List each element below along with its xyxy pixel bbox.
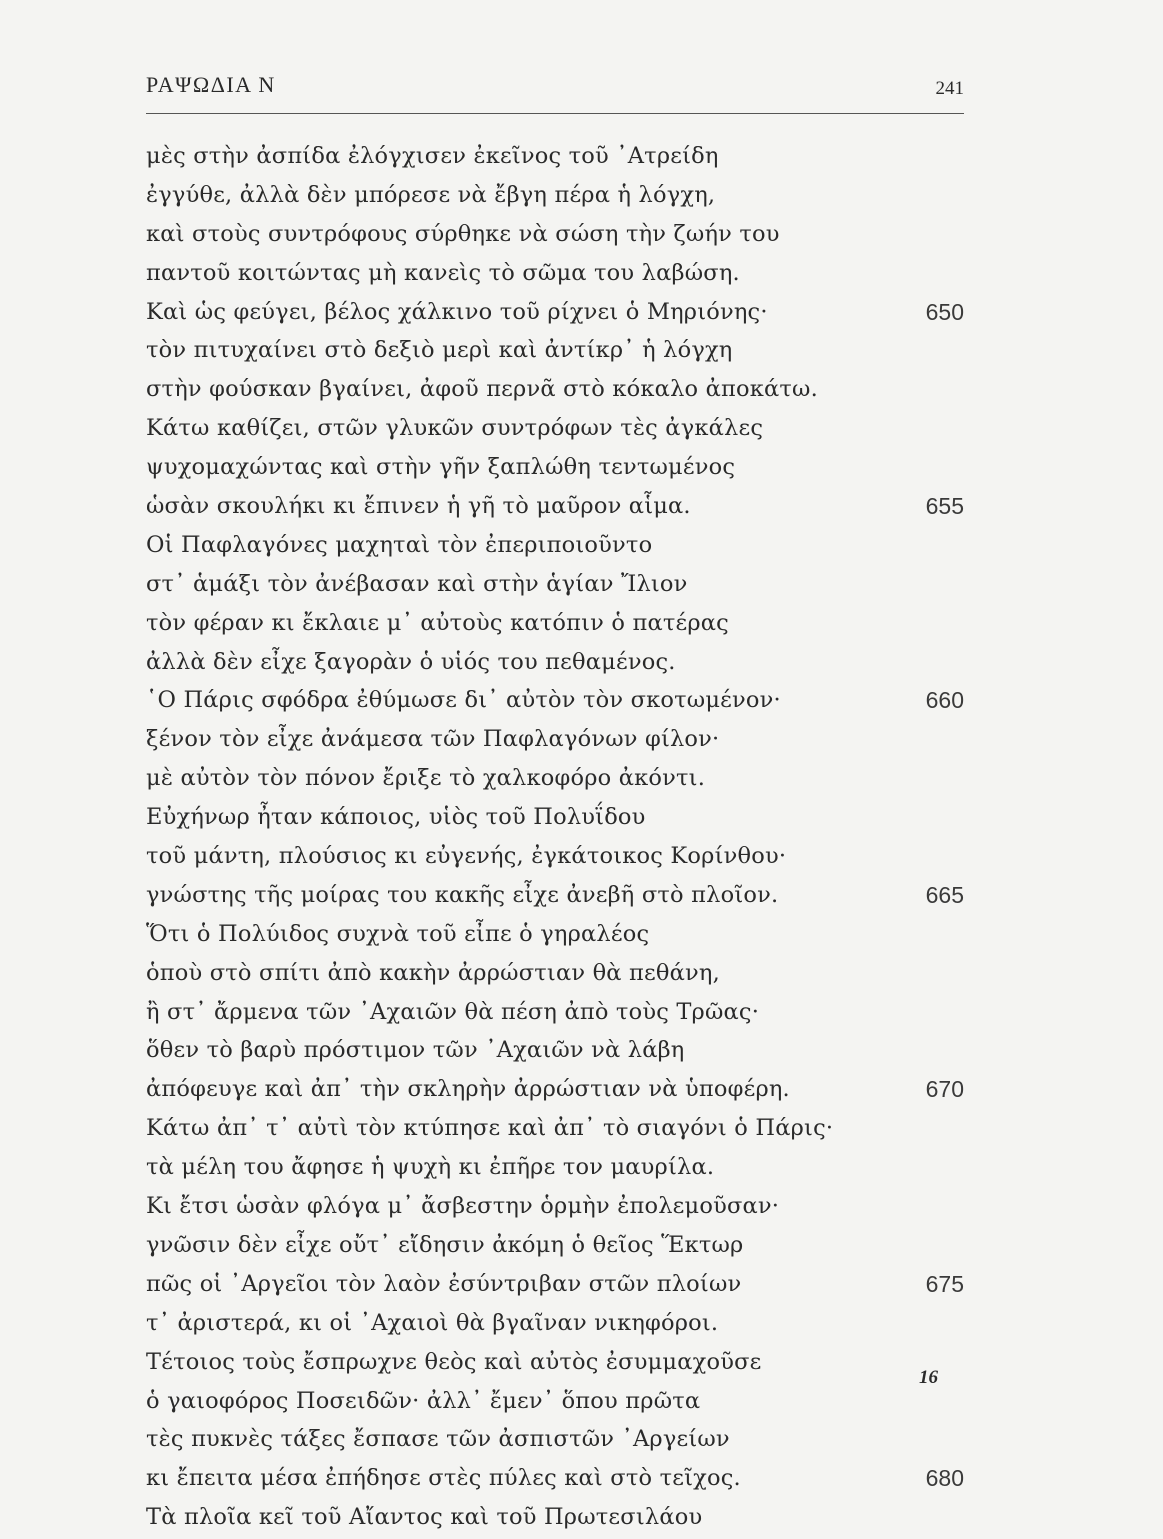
verse-list [146, 137, 964, 1537]
verse-text: μὲς στὴν ἀσπίδα ἐλόγχισεν ἐκεῖνος τοῦ ᾿Ατρείδη [146, 143, 719, 169]
page-number: 241 [935, 78, 964, 99]
printer-signature-mark: 16 [919, 1367, 938, 1388]
verse-text: ξένον τὸν εἶχε ἀνάμεσα τῶν Παφλαγόνων φίλον· [146, 726, 720, 753]
line-number: 675 [925, 1270, 964, 1297]
verse-text: ὁποὺ στὸ σπίτι ἀπὸ κακὴν ἀρρώστιαν θὰ πεθάνη, [146, 959, 720, 986]
verse-text: ἐγγύθε, ἀλλὰ δὲν μπόρεσε νὰ ἔβγη πέρα ἡ λόγχη, [146, 181, 716, 208]
verse-line [146, 370, 964, 409]
verse-text: καὶ στοὺς συντρόφους σύρθηκε νὰ σώση τὴν ζωήν του [146, 220, 780, 247]
verse-line [146, 759, 964, 798]
verse-line [146, 604, 964, 643]
verse-text: ἢ στ᾿ ἄρμενα τῶν ᾿Αχαιῶν θὰ πέση ἀπὸ τοὺς Τρῶας· [146, 998, 760, 1025]
verse-line [146, 1148, 964, 1187]
verse-text: ὁ γαιοφόρος Ποσειδῶν· ἀλλ᾿ ἔμεν᾿ ὅπου πρῶτα [146, 1387, 701, 1414]
header-divider [146, 113, 964, 114]
verse-text: Κάτω ἀπ᾿ τ᾿ αὐτὶ τὸν κτύπησε καὶ ἀπ᾿ τὸ σιαγόνι ὁ Πάρις· [146, 1115, 834, 1142]
verse-text: Κι ἔτσι ὡσὰν φλόγα μ᾿ ἄσβεστην ὁρμὴν ἐπολεμοῦσαν· [146, 1193, 780, 1220]
verse-line [146, 526, 964, 565]
verse-text: γνώστης τῆς μοίρας του κακῆς εἶχε ἀνεβῆ στὸ πλοῖον. [146, 881, 779, 908]
verse-line [146, 720, 964, 759]
verse-line [146, 1226, 964, 1265]
chapter-title: ΡΑΨΩΔΙΑ Ν [146, 72, 276, 97]
verse-line [146, 1109, 964, 1148]
verse-text: Κάτω καθίζει, στῶν γλυκῶν συντρόφων τὲς ἀγκάλες [146, 415, 764, 442]
verse-text: Οἱ Παφλαγόνες μαχηταὶ τὸν ἐπεριποιοῦντο [146, 531, 653, 558]
line-number: 655 [925, 493, 964, 520]
verse-text: ἀλλὰ δὲν εἶχε ξαγορὰν ὁ υἱός του πεθαμένος. [146, 648, 676, 675]
verse-text: τὸν φέραν κι ἔκλαιε μ᾿ αὐτοὺς κατόπιν ὁ πατέρας [146, 609, 729, 636]
verse-line [146, 643, 964, 682]
verse-text: Τὰ πλοῖα κεῖ τοῦ Αἴαντος καὶ τοῦ Πρωτεσιλάου [146, 1504, 703, 1531]
verse-line [146, 137, 964, 176]
verse-line [146, 1382, 964, 1421]
verse-line [146, 1265, 964, 1304]
line-number: 650 [925, 298, 964, 325]
verse-line [146, 448, 964, 487]
verse-line [146, 409, 964, 448]
verse-text: στὴν φούσκαν βγαίνει, ἀφοῦ περνᾶ στὸ κόκαλο ἀποκάτω. [146, 376, 818, 403]
verse-line [146, 681, 964, 720]
verse-line [146, 1070, 964, 1109]
verse-text: ῾Ο Πάρις σφόδρα ἐθύμωσε δι᾿ αὐτὸν τὸν σκοτωμένον· [146, 687, 781, 714]
verse-text: Καὶ ὡς φεύγει, βέλος χάλκινο τοῦ ρίχνει ὁ Μηριόνης· [146, 298, 768, 325]
verse-text: τὸν πιτυχαίνει στὸ δεξιὸ μερὶ καὶ ἀντίκρ᾿ ἡ λόγχη [146, 337, 733, 364]
verse-text: ὡσὰν σκουλήκι κι ἔπινεν ἡ γῆ τὸ μαῦρον αἷμα. [146, 493, 691, 520]
verse-line [146, 1031, 964, 1070]
verse-text: ἀπόφευγε καὶ ἀπ᾿ τὴν σκληρὴν ἀρρώστιαν νὰ ὑποφέρη. [146, 1076, 790, 1103]
verse-text: τὰ μέλη του ἄφησε ἡ ψυχὴ κι ἐπῆρε τον μαυρίλα. [146, 1154, 715, 1181]
verse-line [146, 1343, 964, 1382]
verse-text: Τέτοιος τοὺς ἔσπρωχνε θεὸς καὶ αὐτὸς ἐσυμμαχοῦσε [146, 1348, 762, 1375]
verse-text: Εὐχήνωρ ἦταν κάποιος, υἱὸς τοῦ Πολυΐδου [146, 804, 646, 831]
verse-line [146, 215, 964, 254]
verse-line [146, 876, 964, 915]
verse-text: στ᾿ ἁμάξι τὸν ἀνέβασαν καὶ στὴν ἁγίαν Ἴλιον [146, 570, 688, 597]
verse-line [146, 915, 964, 954]
verse-line [146, 331, 964, 370]
verse-line [146, 993, 964, 1032]
verse-line [146, 837, 964, 876]
verse-line [146, 293, 964, 332]
verse-text: τοῦ μάντη, πλούσιος κι εὐγενής, ἐγκάτοικος Κορίνθου· [146, 843, 787, 870]
verse-text: τ᾿ ἀριστερά, κι οἱ ᾿Αχαιοὶ θὰ βγαῖναν νικηφόροι. [146, 1309, 719, 1336]
verse-text: τὲς πυκνὲς τάξες ἔσπασε τῶν ἀσπιστῶν ᾿Αργείων [146, 1426, 730, 1453]
verse-text: παντοῦ κοιτώντας μὴ κανεὶς τὸ σῶμα του λαβώση. [146, 259, 740, 286]
verse-text: μὲ αὐτὸν τὸν πόνον ἔριξε τὸ χαλκοφόρο ἀκόντι. [146, 765, 706, 792]
verse-text: ὅθεν τὸ βαρὺ πρόστιμον τῶν ᾿Αχαιῶν νὰ λάβη [146, 1037, 685, 1064]
line-number: 680 [925, 1465, 964, 1492]
verse-line [146, 176, 964, 215]
verse-line [146, 487, 964, 526]
line-number: 660 [925, 687, 964, 714]
verse-line [146, 954, 964, 993]
verse-text: ψυχομαχώντας καὶ στὴν γῆν ξαπλώθη τεντωμένος [146, 454, 736, 481]
line-number: 670 [925, 1076, 964, 1103]
line-number: 665 [925, 881, 964, 908]
verse-text: πῶς οἱ ᾿Αργεῖοι τὸν λαὸν ἐσύντριβαν στῶν πλοίων [146, 1270, 742, 1297]
verse-text: κι ἔπειτα μέσα ἐπήδησε στὲς πύλες καὶ στὸ τεῖχος. [146, 1465, 741, 1492]
verse-text: γνῶσιν δὲν εἶχε οὔτ᾿ εἴδησιν ἀκόμη ὁ θεῖος Ἕκτωρ [146, 1231, 744, 1258]
verse-line [146, 1498, 964, 1537]
verse-line [146, 1459, 964, 1498]
verse-line [146, 1187, 964, 1226]
verse-text: Ὅτι ὁ Πολύιδος συχνὰ τοῦ εἶπε ὁ γηραλέος [146, 920, 650, 947]
page-header [146, 72, 964, 112]
verse-line [146, 254, 964, 293]
verse-line [146, 565, 964, 604]
verse-line [146, 1420, 964, 1459]
verse-line [146, 1304, 964, 1343]
verse-line [146, 798, 964, 837]
